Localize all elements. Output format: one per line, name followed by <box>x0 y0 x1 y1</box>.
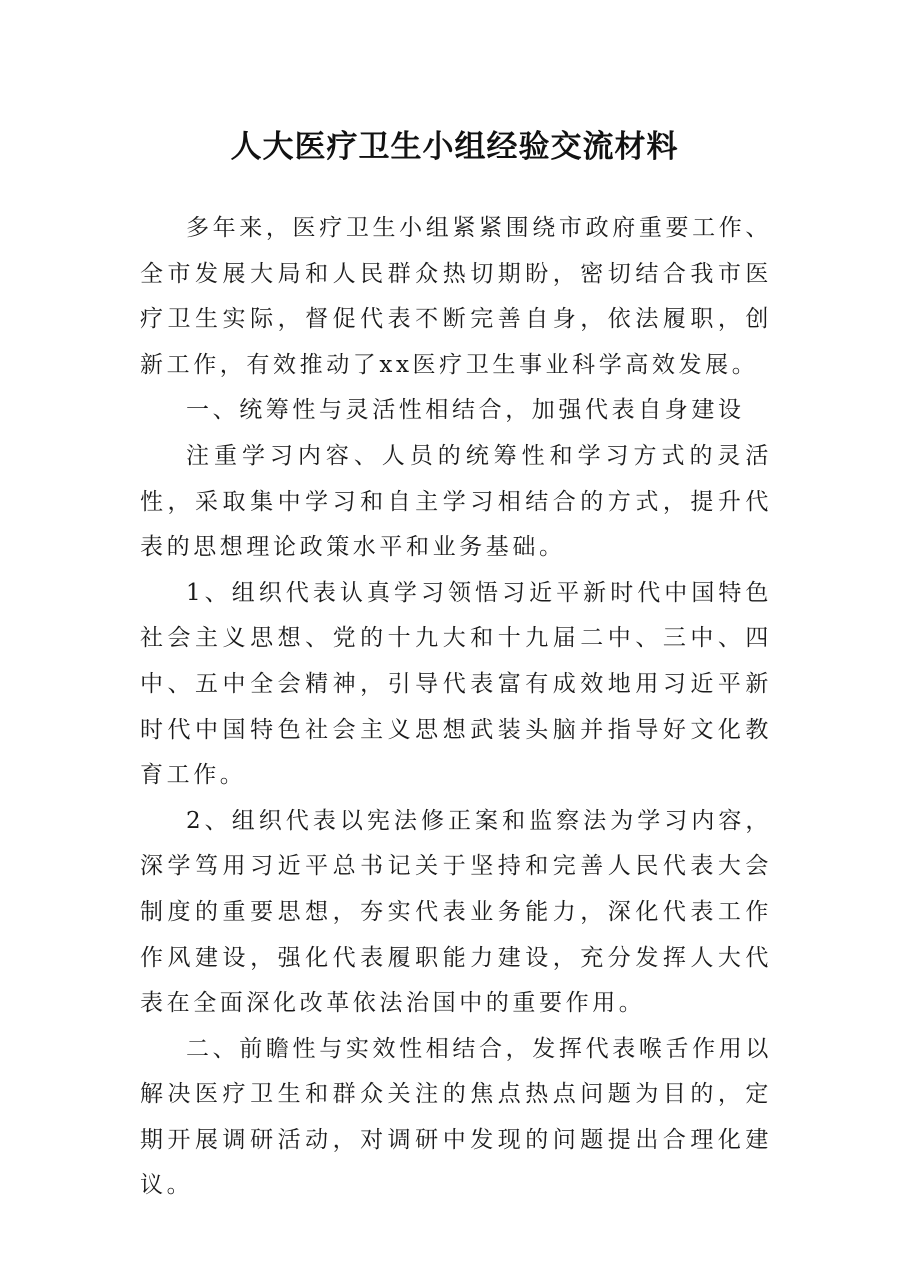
section-heading-2: 二、前瞻性与实效性相结合，发挥代表喉舌作用以解决医疗卫生和群众关注的焦点热点问题为目的，定期开展调研活动，对调研中发现的问题提出合理化建议。 <box>140 1035 772 1199</box>
section-heading-1: 一、统筹性与灵活性相结合，加强代表自身建设 <box>186 397 745 424</box>
paragraph-item-1: 1、组织代表认真学习领悟习近平新时代中国特色社会主义思想、党的十九大和十九届二中、三中、四中、五中全会精神，引导代表富有成效地用习近平新时代中国特色社会主义思想武装头脑并指导好文化教育工作。 <box>140 579 772 789</box>
paragraph-section-1-summary: 注重学习内容、人员的统筹性和学习方式的灵活性，采取集中学习和自主学习相结合的方式，提升代表的思想理论政策水平和业务基础。 <box>140 442 772 561</box>
document-body <box>140 206 772 1209</box>
paragraph-intro: 多年来，医疗卫生小组紧紧围绕市政府重要工作、全市发展大局和人民群众热切期盼，密切结合我市医疗卫生实际，督促代表不断完善自身，依法履职，创新工作，有效推动了xx医疗卫生事业科学高效发展。 <box>140 215 772 378</box>
document-title: 人大医疗卫生小组经验交流材料 <box>230 129 679 165</box>
paragraph-item-2: 2、组织代表以宪法修正案和监察法为学习内容，深学笃用习近平总书记关于坚持和完善人民代表大会制度的重要思想，夯实代表业务能力，深化代表工作作风建设，强化代表履职能力建设，充分发挥人大代表在全面深化改革依法治国中的重要作用。 <box>140 807 772 1017</box>
